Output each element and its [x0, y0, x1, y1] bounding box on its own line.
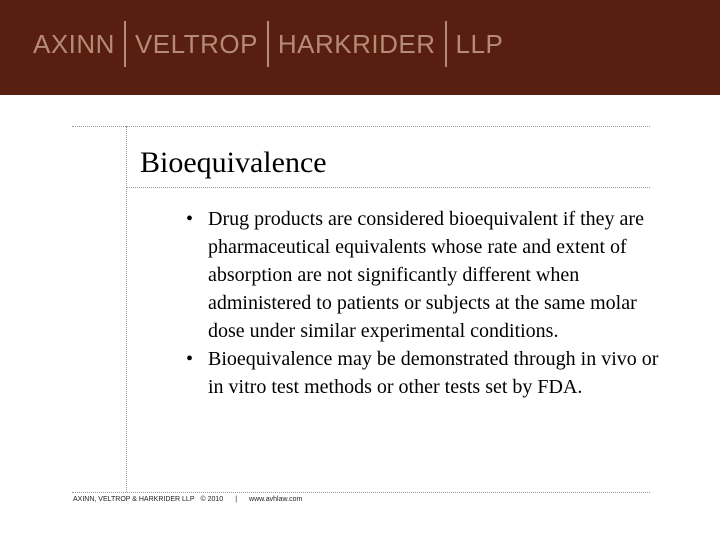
footer-copyright: © 2010	[200, 496, 224, 503]
left-rule	[126, 126, 127, 492]
bullet-item	[180, 205, 660, 345]
logo-divider	[267, 21, 269, 67]
header-band	[0, 0, 720, 95]
footer-rule	[72, 492, 650, 493]
footer-firm-name: AXINN, VELTROP & HARKRIDER LLP	[73, 496, 195, 503]
logo-word-harkrider: HARKRIDER	[277, 28, 436, 59]
bullet-icon: •	[186, 208, 194, 230]
bullet-item	[180, 345, 660, 401]
footer-website-link[interactable]: www.avhlaw.com	[249, 496, 303, 503]
title-rule	[126, 187, 650, 188]
logo-word-axinn: AXINN	[33, 28, 115, 59]
bullet-icon: •	[186, 348, 194, 370]
bullet-text: Drug products are considered bioequivalent if they are pharmaceutical equivalents whose rate and extent of absorption are not significantly different when administered to patients or subjects at the same molar dose under similar experimental conditions.	[208, 208, 644, 342]
logo-word-veltrop: VELTROP	[134, 28, 258, 59]
footer	[73, 496, 302, 503]
logo-divider	[445, 21, 447, 67]
top-rule	[72, 126, 650, 127]
logo-divider	[124, 21, 126, 67]
logo-word-llp: LLP	[455, 28, 504, 59]
slide-title: Bioequivalence	[140, 146, 327, 179]
bullet-text: Bioequivalence may be demonstrated through in vivo or in vitro test methods or other tests set by FDA.	[208, 348, 659, 398]
firm-logo	[33, 20, 503, 68]
bullet-list	[180, 205, 660, 401]
footer-separator: |	[235, 496, 238, 503]
